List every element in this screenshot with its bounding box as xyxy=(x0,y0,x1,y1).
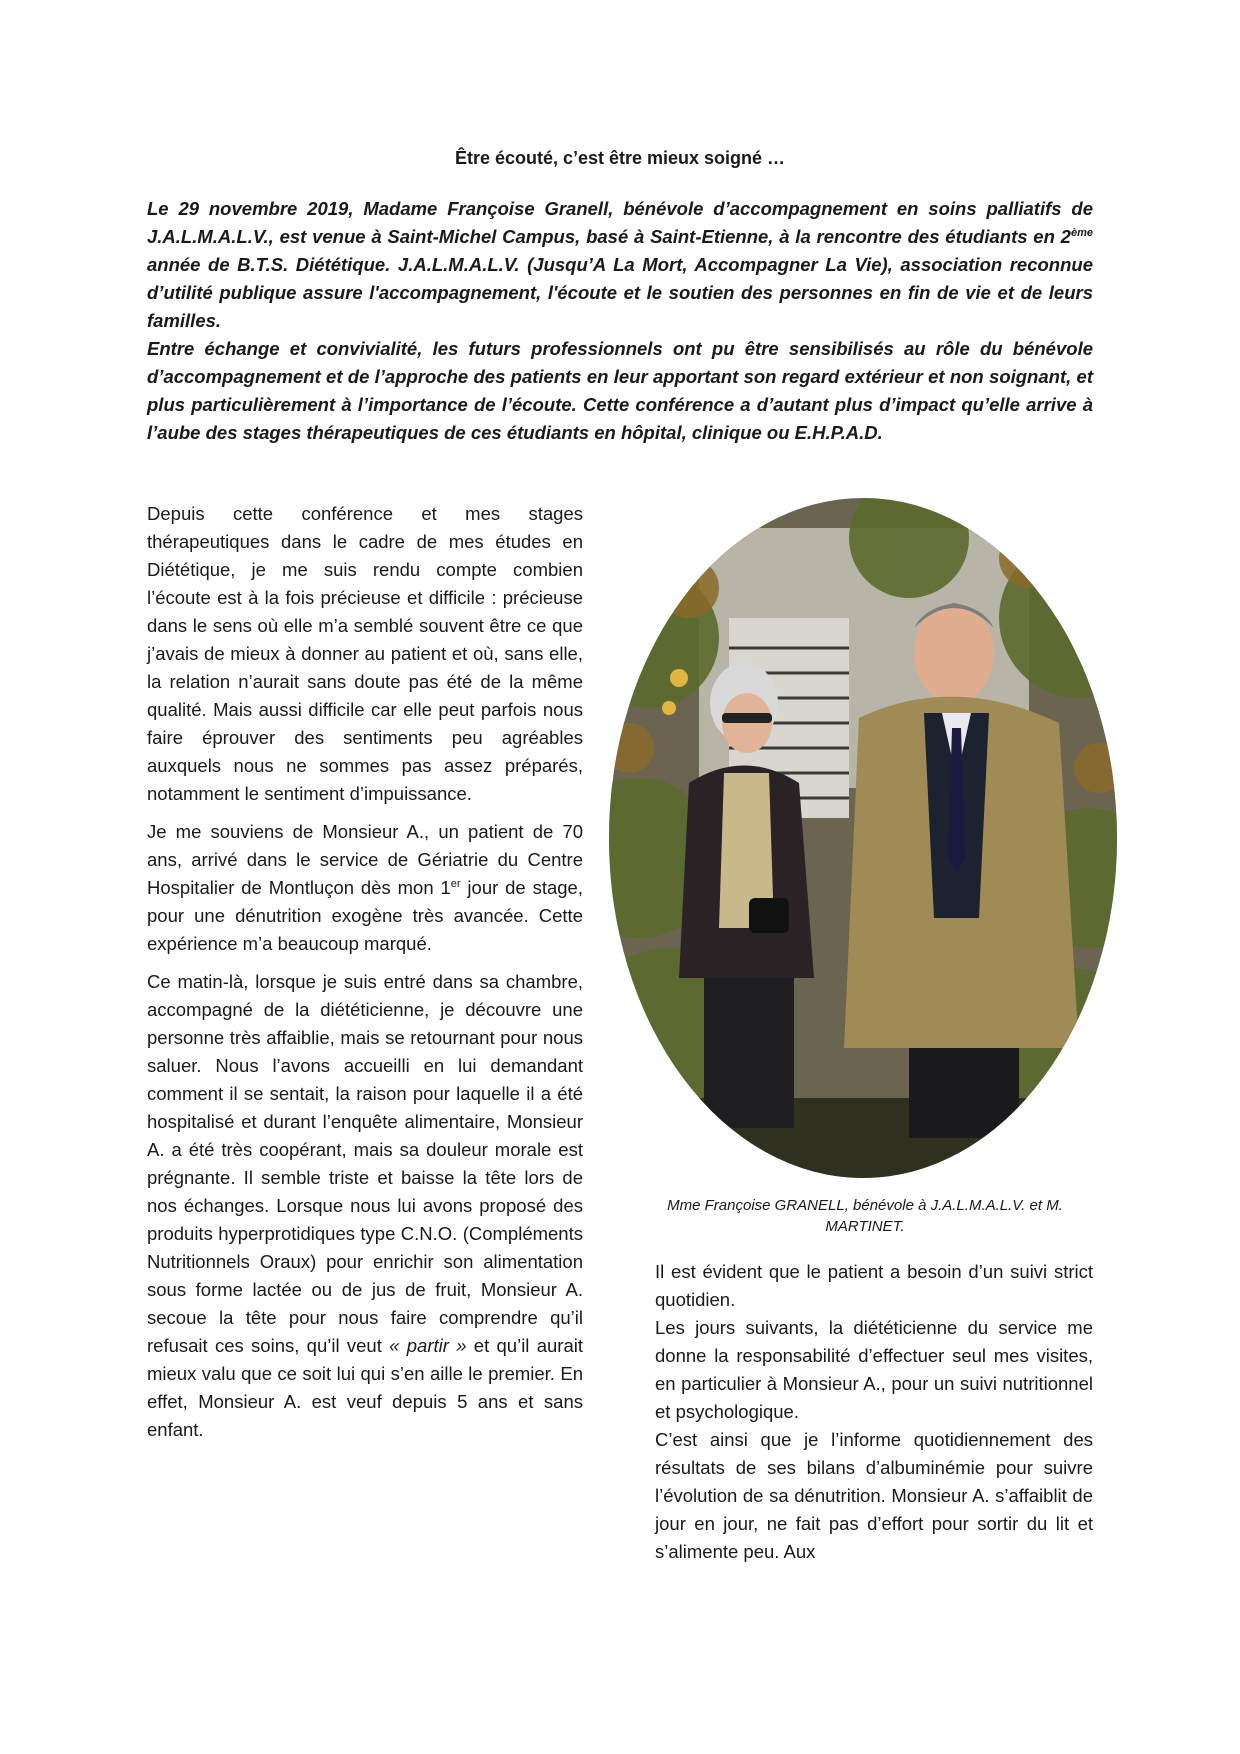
left-paragraph-3: Ce matin-là, lorsque je suis entré dans sa chambre, accompagné de la diététicienne, je découvre une personne très affaiblie, mais se retournant pour nous saluer. Nous l’avons accueilli en lui demandant comment il se sentait, la raison pour laquelle il a été hospitalisé et durant l’enquête alimentaire, Monsieur A. a été très coopérant, mais sa douleur morale est prégnante. Il semble triste et baisse la tête lors de nos échanges. Lorsque nous lui avons proposé des produits hyperprotidiques type C.N.O. (Compléments Nutritionnels Oraux) pour enrichir son alimentation sous forme lactée ou de jus de fruit, Monsieur A. secoue la tête pour nous faire comprendre qu’il refusait ces soins, qu’il veut « partir » et qu’il aurait mieux valu que ce soit lui qui s’en aille le premier. En effet, Monsieur A. est veuf depuis 5 ans et sans enfant. xyxy=(147,971,583,1440)
left-column xyxy=(147,500,583,1454)
intro-block xyxy=(147,195,1093,447)
photo-caption: Mme Françoise GRANELL, bénévole à J.A.L.M.A.L.V. et M. MARTINET. xyxy=(667,1197,1063,1235)
right-column xyxy=(655,1258,1093,1566)
intro-paragraph-2: Entre échange et convivialité, les futurs professionnels ont pu être sensibilisés au rôle du bénévole d’accompagnement et de l’approche des patients en leur apportant son regard extérieur et non soignant, et plus particulièrement à l’importance de l’écoute. Cette conférence a d’autant plus d’impact qu’elle arrive à l’aube des stages thérapeutiques de ces étudiants en hôpital, clinique ou E.H.P.A.D. xyxy=(147,338,1093,443)
intro-paragraph-1: Le 29 novembre 2019, Madame Françoise Granell, bénévole d’accompagnement en soins palliatifs de J.A.L.M.A.L.V., est venue à Saint-Michel Campus, basé à Saint-Etienne, à la rencontre des étudiants en 2ème année de B.T.S. Diététique. J.A.L.M.A.L.V. (Jusqu’A La Mort, Accompagner La Vie), association reconnue d’utilité publique assure l'accompagnement, l'écoute et le soutien des personnes en fin de vie et de leurs familles. xyxy=(147,198,1093,331)
photo-illustration xyxy=(609,498,1117,1178)
right-paragraph-1: Il est évident que le patient a besoin d’un suivi strict quotidien. xyxy=(655,1261,1093,1310)
right-paragraph-2: Les jours suivants, la diététicienne du service me donne la responsabilité d’effectuer seul mes visites, en particulier à Monsieur A., pour un suivi nutritionnel et psychologique. xyxy=(655,1317,1093,1422)
article-title: Être écouté, c’est être mieux soigné … xyxy=(454,148,786,168)
right-paragraph-3: C’est ainsi que je l’informe quotidiennement des résultats de ses bilans d’albuminémie pour suivre l’évolution de sa dénutrition. Monsieur A. s’affaiblit de jour en jour, ne fait pas d’effort pour sortir du lit et s’alimente peu. Aux xyxy=(655,1429,1093,1562)
oval-photo xyxy=(609,498,1117,1178)
left-paragraph-1: Depuis cette conférence et mes stages thérapeutiques dans le cadre de mes études en Diététique, je me suis rendu compte combien l’écoute est à la fois précieuse et difficile : précieuse dans le sens où elle m’a semblé souvent être ce que j’avais de mieux à donner au patient et où, sans elle, la relation n’aurait sans doute pas été de la même qualité. Mais aussi difficile car elle peut parfois nous faire éprouver des sentiments peu agréables auxquels nous ne sommes pas assez préparés, notamment le sentiment d’impuissance. xyxy=(147,503,583,804)
left-paragraph-2: Je me souviens de Monsieur A., un patient de 70 ans, arrivé dans le service de Gériatrie du Centre Hospitalier de Montluçon dès mon 1er jour de stage, pour une dénutrition exogène très avancée. Cette expérience m’a beaucoup marqué. xyxy=(147,821,583,954)
